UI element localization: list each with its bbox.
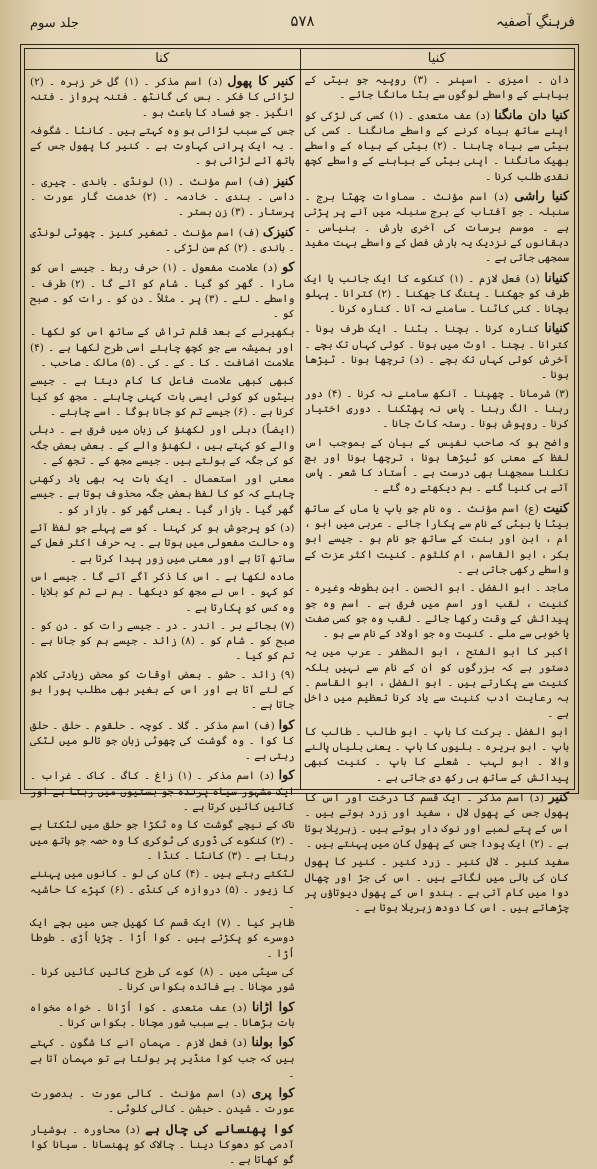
dictionary-entry bbox=[30, 818, 295, 864]
dictionary-entry bbox=[305, 270, 570, 318]
dictionary-entry bbox=[30, 717, 295, 765]
left-column-heading: کنا bbox=[25, 49, 300, 70]
entry-headword: کو bbox=[282, 259, 295, 275]
entry-definition: ظاہر کیا ۔ (۷) ایک قسم کا کھیل جس میں بچے ایک دوسرے کو پکڑتے ہیں ۔ کوا اُڑا ۔ چڑیا اُڑی ۔ طوطا اُڑا ۔ bbox=[30, 917, 295, 960]
dictionary-entry bbox=[305, 581, 570, 642]
right-column-text bbox=[304, 73, 570, 915]
dictionary-entry bbox=[305, 73, 570, 104]
dictionary-entry bbox=[30, 374, 295, 420]
entry-definition: (ف) اسم مؤنث ۔ تصغیر کنیز ۔ چھوٹی لونڈی ۔ باندی ۔ (۲) کم سن لڑکی ۔ bbox=[30, 226, 295, 254]
entry-headword: کوا پھنسانے کی چال ہے bbox=[145, 1120, 295, 1136]
entry-definition: (د) علامت مفعول ۔ (۱) حرف ربط ۔ جیسے اس کو مارا ۔ گھر کو گیا ۔ شام کو آئے گا ۔ (۲) طرف ۔ واسطے ۔ لئے ۔ (۳) پر ۔ مثلاً ۔ دن کو ۔ رات کو ۔ صبح کو ۔ bbox=[30, 262, 295, 321]
entry-definition: (ع) اسم مؤنث ۔ وہ نام جو باپ یا ماں کے ساتھ بیٹا یا بیٹی کے نام سے پکارا جائے ۔ عربی میں ابو ، ام ، ابن اور بنت کے ساتھ جو نام ہو ۔ جیسے ابو بکر ، ابو القاسم ، ام کلثوم ۔ کنیت اکثر عزت کے واسطے رکھی جاتی ہے ۔ bbox=[304, 502, 569, 576]
entry-definition: (۳) شرمانا ۔ چھپنا ۔ آنکھ سامنے نہ کرنا ۔ (۴) دور رہنا ۔ الگ رہنا ۔ پاس نہ پھٹکنا ۔ دوری اختیار کرنا ۔ روپوش ہونا ۔ رستہ کاٹ جانا ۔ bbox=[304, 387, 569, 431]
page-number: ۵۷۸ bbox=[290, 12, 315, 30]
entry-definition: مادہ لکھا ہے ۔ اس کا ذکر آگے آئے گا ۔ جیسے اس کو کہو ۔ اس نے مجھ کو دیکھا ۔ ہم نے تم کو بلایا ۔ وہ کس کو پکارتا ہے ۔ bbox=[30, 570, 295, 614]
right-column-heading: کنیا bbox=[300, 49, 575, 70]
page-frame bbox=[20, 44, 579, 1167]
dictionary-entry bbox=[30, 173, 295, 221]
entry-definition: (د) اسم مؤنث ۔ سماوات چھٹا برج ۔ سنبلہ ۔ جو آفتاب کے برج سنبلہ میں آنے پر پڑتی ہے ۔ موسم برسات کی آخری بارش ۔ بنیاسی ۔ دہقانوں کے نزدیک یہ بارش فصل کے واسطے بہت مفید سمجھی جاتی ہے ۔ bbox=[304, 191, 569, 265]
entry-headword: کوا bbox=[278, 716, 295, 732]
entry-definition: (۷) بجائے بر ۔ اندر ۔ در ۔ جیسے رات کو ۔ دن کو ۔ صبح کو ۔ شام کو ۔ (۸) زائد ۔ جیسے ہم کو جانا ہے ۔ تم کو کیا ۔ bbox=[30, 619, 295, 663]
dictionary-entry bbox=[305, 436, 570, 497]
entry-definition: کبھی کبھی علامت فاعل کا کام دیتا ہے ۔ جیسے بیٹوں کو کوئی ایسی بات کہنی چاہئے ۔ مجھ کو کیا کرنا ہے ۔ (۶) جیسے تم کو جانا ہوگا ۔ اسے چاہئے ۔ bbox=[30, 375, 295, 418]
entry-definition: (د) اسم مذکر ۔ (۱) زاغ ۔ کاگ ۔ کاک ۔ غراب ۔ ایک مشہور سیاہ پرندہ جو بستیوں میں رہتا ہے اور کائیں کائیں کرتا ہے ۔ bbox=[30, 770, 295, 814]
entry-headword: کنیز bbox=[274, 172, 295, 188]
entry-definition: معنی اور استعمال ۔ ایک بات یہ بھی یاد رکھنی چاہئے کہ کو کا لفظ بعض جگہ محذوف ہوتا ہے ۔ جیسے گھر گیا ۔ بازار گیا ۔ یعنی گھر کو ۔ بازار کو ۔ bbox=[30, 473, 295, 516]
dictionary-entry bbox=[30, 259, 295, 322]
entry-headword: کنیانا bbox=[544, 269, 569, 285]
entry-definition: (د) محاورہ ۔ ہوشیار آدمی کو دھوکا دینا ۔ چالاک کو پھنسانا ۔ سیانا کوا گُو کھاتا ہے ۔ bbox=[30, 1123, 295, 1167]
dictionary-entry bbox=[30, 224, 295, 257]
entry-headword: کنیا دان مانگنا bbox=[494, 106, 569, 122]
entry-definition: بکھیرنے کے بعد قلم تراش کے ساتھ اس کو لکھا ۔ اور ہمیشہ سے جو کچھ چاہئے اسی طرح لکھا ہے ۔ (۴) علامت اضافت ۔ کا ۔ کے ۔ کی ۔ (۵) مالک ۔ صاحب ۔ bbox=[30, 326, 295, 370]
entry-headword: کوا پری bbox=[251, 1085, 295, 1101]
dictionary-entry bbox=[30, 472, 295, 518]
entry-definition: لٹکتے رہتے ہیں ۔ (۴) کان کی لو ۔ کانوں میں پہننے کا زیور ۔ (۵) دروازہ کی کنڈی ۔ (۶) کپڑے کا حاشیہ ۔ bbox=[30, 868, 295, 911]
dictionary-entry bbox=[30, 668, 295, 714]
dictionary-entry bbox=[30, 124, 295, 170]
entry-definition: واضح ہو کہ صاحب نفیس کے بیان کے بموجب اس لفظ کے معنی کو ٹیڑھا ہونا ، ترچھا ہونا اور بچ نکلنا سمجھنا بھی درست ہے ۔ اُستاد کا شعر ۔ پاس آتے ہی کنیا گئے ۔ ہم دیکھتے رہ گئے ۔ bbox=[304, 436, 569, 495]
dictionary-entry bbox=[305, 789, 570, 852]
entry-definition: (د) عف متعدی ۔ کوا اُڑانا ۔ خواہ مخواہ بات بڑھانا ۔ بے سبب شور مچانا ۔ بکواس کرنا ۔ bbox=[30, 1001, 295, 1029]
dictionary-entry bbox=[30, 867, 295, 913]
entry-definition: جس کے سبب لڑائی ہو وہ کہتے ہیں ۔ کانٹا ۔ شگوفہ ۔ یہ ایک پرانی کہاوت ہے ۔ کنیر کا پھول جس کے ہاتھ آئے لڑائی ہو ۔ bbox=[30, 124, 295, 168]
dictionary-entry bbox=[30, 1121, 295, 1169]
book-title: فرہنگِ آصفیہ bbox=[495, 14, 575, 30]
entry-definition: ماجد ۔ ابو الفضل ۔ ابو الحسن ۔ ابن بطوطہ وغیرہ ۔ کنیت ، لقب اور اسم میں فرق ہے ۔ اسم وہ جو پیدائش کے وقت رکھا جائے ۔ لقب وہ جو کسی صفت یا خوبی سے ملے ۔ کنیت وہ جو اولاد کے نام سے ہو ۔ bbox=[304, 582, 569, 641]
entry-headword: کنیا راشی bbox=[514, 188, 570, 204]
page-header bbox=[30, 6, 575, 40]
entry-definition: سفید کنیر ۔ لال کنیر ۔ زرد کنیر ۔ کنیر کا پھول کان کی بالی میں لگاتے ہیں ۔ اس کی جڑ اور چھال دوا میں کام آتی ہے ۔ ہندو اس کے پھول دیوتاؤں پر چڑھاتے ہیں ۔ اس کا دودھ زہریلا ہوتا ہے ۔ bbox=[304, 856, 569, 915]
volume-label: جلد سوم bbox=[30, 16, 79, 31]
dictionary-entry bbox=[305, 107, 570, 185]
dictionary-entry bbox=[305, 188, 570, 266]
entry-definition: (د) عف متعدی ۔ (۱) کسی کی لڑکی کو اپنے ساتھ بیاہ کرنے کے واسطے مانگنا ۔ کسی کی بیٹی سے بیاہ چاہنا ۔ (۲) بیٹی کے بیاہ کے واسطے بھیک مانگنا ۔ اپنی بیٹی کے بیاہنے کے واسطے کچھ نقدی طلب کرنا ۔ bbox=[304, 109, 569, 183]
entry-definition: (د) اسم مؤنث ۔ کالی عورت ۔ بدصورت عورت ۔ شیدن ۔ حبشن ۔ کالی کلوٹی ۔ bbox=[30, 1088, 295, 1116]
dictionary-entry bbox=[305, 387, 570, 433]
dictionary-entry bbox=[30, 965, 295, 996]
entry-definition: (د) اسم مذکر ۔ (۱) گل خر زہرہ ۔ (۲) لڑائی کا فکر ۔ بس کی گانٹھ ۔ فتنہ پرواز ۔ فتنہ انگیز ۔ جو فساد کا باعث ہو ۔ bbox=[30, 76, 295, 119]
dictionary-entry bbox=[30, 1085, 295, 1118]
dictionary-entry bbox=[30, 570, 295, 616]
dictionary-entry bbox=[305, 725, 570, 786]
entry-definition: (د) فعل لازم ۔ (۱) کنکوے کا ایک جانب یا ایک طرف کو جھکنا ۔ پتنگ کا جھکنا ۔ (۲) کترانا ۔ پہلو بچانا ۔ کنی کاٹنا ۔ سامنے نہ آنا ۔ کنارہ کرنا ۔ bbox=[304, 272, 569, 316]
dictionary-entry bbox=[30, 916, 295, 962]
entry-headword: کنیر کا پھول bbox=[227, 73, 295, 88]
entry-definition: (۹) زائد ۔ حشو ۔ بعض اوقات کو محض زیادتی کلام کے لئے آتا ہے اور اس کے بغیر بھی مطلب پورا ہو جاتا ہے ۔ bbox=[30, 668, 295, 712]
entry-definition: (ف) اسم مؤنث ۔ (۱) لونڈی ۔ باندی ۔ چیری ۔ داسی ۔ بندی ۔ خادمہ ۔ (۲) خدمت گار عورت ۔ پرستار ۔ (۳) زن بستر ۔ bbox=[30, 175, 295, 219]
dictionary-entry bbox=[305, 645, 570, 721]
entry-definition: دان ۔ امیزی ۔ اسپنر ۔ (۳) روپیہ جو بیٹی کے بیاہنے کے واسطے لوگوں سے بٹا مانگا جائے ۔ bbox=[304, 74, 570, 102]
dictionary-entry bbox=[30, 521, 295, 567]
entry-headword: کنیانا bbox=[544, 320, 569, 336]
entry-definition: ابو الفضل ۔ برکت کا باپ ۔ ابو طالب ۔ طالب کا باپ ۔ ابو ہریرہ ۔ بلیوں کا باپ ۔ یعنی بلیاں پالنے والا ۔ ابو لہب ۔ شعلے کا باپ ۔ کنیت کبھی پیدائش کے ساتھ ہی رکھ دی جاتی ہے ۔ bbox=[304, 725, 569, 784]
inner-frame bbox=[24, 48, 575, 1167]
entry-headword: کنیزک bbox=[262, 223, 295, 239]
left-column-text bbox=[30, 73, 295, 1167]
dictionary-entry bbox=[305, 855, 570, 916]
entry-headword: کوا اڑانا bbox=[252, 998, 295, 1014]
entry-definition: (د) اسم مذکر ۔ ایک قسم کا درخت اور اس کا پھول جس کے پھول لال ، سفید اور زرد ہوتے ہیں ۔ اس کے پتے لمبے اور نوک دار ہوتے ہیں ۔ زہریلا ہوتا ہے ۔ (۲) ایک پودا جس کے پھول کان میں پہنتے ہیں ۔ bbox=[304, 792, 569, 850]
column-divider bbox=[300, 49, 301, 789]
entry-definition: (د) کو پرجوش ہو کر کہنا ۔ کو سے پہلے جو لفظ آئے وہ حالت مفعولی میں ہوتا ہے ۔ یہ حرف اکثر فعل کے ساتھ آتا ہے اور معنی میں زور پیدا کرتا ہے ۔ bbox=[30, 522, 295, 565]
entry-headword: کوا بولنا bbox=[251, 1034, 295, 1050]
dictionary-entry bbox=[30, 423, 295, 469]
entry-definition: ناک کے نیچے گوشت کا وہ ٹکڑا جو حلق میں لٹکتا ہے ۔ (۲) کنکوے کی ڈوری کی ٹوکری کا وہ حصہ جو ہاتھ میں رہتا ہے ۔ (۳) کانٹا ۔ کنڈا ۔ bbox=[30, 819, 295, 862]
dictionary-entry bbox=[30, 1034, 295, 1082]
entry-definition: (د) فعل لازم ۔ مہمان آنے کا شگون ۔ کہتے ہیں کہ جب کوا منڈیر پر بولتا ہے تو مہمان آتا ہے ۔ bbox=[30, 1037, 295, 1080]
dictionary-entry bbox=[30, 619, 295, 665]
entry-definition: (ایضاً) دہلی اور لکھنؤ کی زبان میں فرق ہے ۔ دہلی والے کو کہتے ہیں ، لکھنؤ والے کے ۔ بعض بعض جگہ کو کی جگہ کے بولتے ہیں ۔ جیسے مجھ کے ۔ تجھ کے ۔ bbox=[30, 424, 295, 467]
entry-headword: کنیر bbox=[548, 789, 569, 805]
entry-definition: کنارہ کرنا ۔ بچنا ۔ ہٹنا ۔ ایک طرف ہونا ۔ کترانا ۔ بچنا ۔ اوٹ میں ہونا ۔ کوئی کہاں تک بچے ۔ آخرش کوئی کہاں تک بچے ۔ (د) ترچھا ہونا ۔ ٹیڑھا ہونا ۔ bbox=[304, 323, 569, 382]
entry-definition: (ف) اسم مذکر ۔ گلا ۔ کوچہ ۔ حلقوم ۔ حلق ۔ حلق کا کوا ۔ وہ گوشت کی چھوٹی زبان جو تالو میں لٹکی رہتی ہے ۔ bbox=[30, 719, 295, 763]
dictionary-entry bbox=[30, 73, 295, 121]
entry-definition: اکبر کا ابو الفتح ، ابو المظفر ۔ عرب میں یہ دستور ہے کہ بزرگوں کو ان کے نام سے نہیں بلکہ کنیت سے پکارتے ہیں ۔ ابو الفضل ، ابو القاسم ۔ بہ رعایت ادب کنیت سے یاد کرنا تعظیم میں داخل ہے ۔ bbox=[304, 646, 569, 720]
dictionary-entry bbox=[305, 500, 570, 578]
dictionary-entry bbox=[30, 767, 295, 815]
dictionary-entry bbox=[30, 999, 295, 1032]
entry-headword: کنیت bbox=[543, 499, 569, 515]
entry-headword: کوا bbox=[278, 767, 295, 783]
dictionary-entry bbox=[305, 320, 570, 383]
dictionary-entry bbox=[30, 325, 295, 371]
entry-definition: کی سیٹی میں ۔ (۸) کوے کی طرح کائیں کائیں کرنا ۔ شور مچانا ۔ بے فائدہ بکواس کرنا ۔ bbox=[30, 966, 295, 994]
